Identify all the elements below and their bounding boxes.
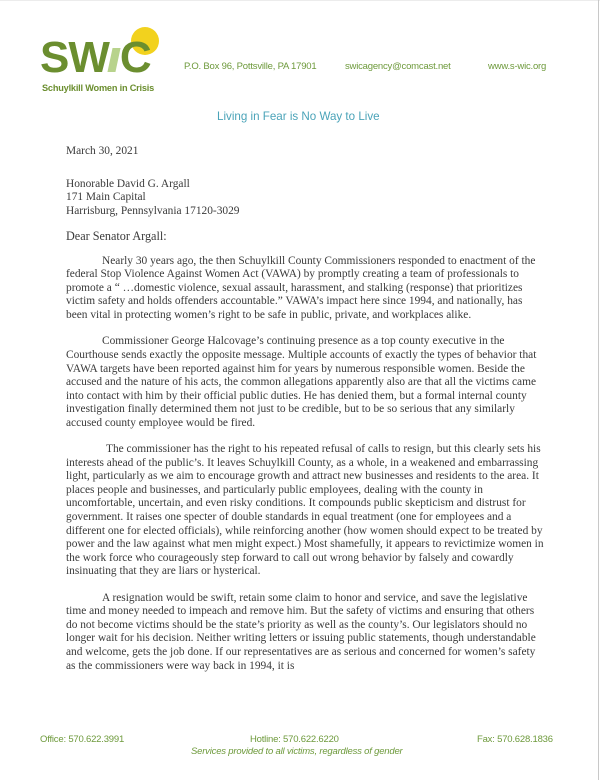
recipient-line: Honorable David G. Argall — [66, 177, 190, 190]
header-website: www.s-wic.org — [488, 61, 547, 72]
paragraph: The commissioner has the right to his repeated refusal of calls to resign, but this clearly sets his interests ahead of the public’s. It leaves Schuylkill County, as a whole, in a weakened and embarrassing light, particularly as we aim to encourage growth and attract new businesses and residents to the area. It places people and businesses, and particularly public employees, dealing with the county in uncomfortable, uncertain, and even risky conditions. It compounds public skepticism and distrust for government. It raises one specter of double standards in equal treatment (one for employees and a different one for elected officials), while reinforcing another (how women should expect to be treated by power and the law against what men might expect.) Most shamefully, it appears to revictimize women in the work force who courageously step forward to call out wrong behavior by falsely and cowardly insinuating that they are liars or hysterical. — [66, 443, 544, 578]
paragraph: Nearly 30 years ago, the then Schuylkill County Commissioners responded to enactment of the federal Stop Violence Against Women Act (VAWA) by promptly creating a team of professionals to promote a “ …domestic violence, sexual assault, harassment, and stalking (response) that prioritizes victim safety and holds offenders accountable.” VAWA’s impact here since 1994, and nationally, has been vital in protecting women’s right to be safe in public, private, and workplaces alike. — [66, 254, 536, 321]
recipient-address — [66, 178, 546, 219]
recipient-line: 171 Main Capital — [66, 191, 146, 204]
footer-note: Services provided to all victims, regardless of gender — [191, 746, 403, 757]
logo-letters-sw: SW — [40, 33, 109, 82]
paragraph: Commissioner George Halcovage’s continuing presence as a top county executive in the Courthouse sends exactly the opposite message. Multiple accounts of exactly the types of behavior that VAWA targets have been reported against him for years by numerous responsible women. Beside the accused and the nature of his acts, the common allegations apparently also are that all the victims came into contact with him by their official public duties. He has denied them, but a formal internal county investigation finally determined them not just to be credible, but to be so serious that any similarly accused county employee would be fired. — [66, 335, 537, 429]
recipient-line: Harrisburg, Pennsylvania 17120-3029 — [66, 204, 240, 217]
header-address: P.O. Box 96, Pottsville, PA 17901 — [184, 61, 317, 72]
paragraph: A resignation would be swift, retain some claim to honor and service, and save the legislative time and money needed to impeach and remove him. But the safety of victims and ensuring that others do not become victims should be the state’s priority as well as the county’s. Our legislators should no longer wait for his decision. Neither writing letters or issuing public statements, though understandable and welcome, gets the job done. If our representatives are as serious and concerned for women’s safety as the commissioners were way back in 1994, it is — [66, 591, 536, 672]
page-top-edge — [0, 0, 600, 1]
header-email: swicagency@comcast.net — [345, 61, 451, 72]
logo-wordmark — [40, 33, 151, 82]
footer-fax: Fax: 570.628.1836 — [477, 734, 553, 745]
swic-logo — [40, 24, 160, 94]
letter-body — [66, 145, 546, 673]
logo-i-bar-icon — [107, 48, 120, 72]
footer-hotline: Hotline: 570.622.6220 — [250, 734, 339, 745]
letter-date: March 30, 2021 — [66, 145, 139, 157]
salutation: Dear Senator Argall: — [66, 229, 167, 244]
logo-letter-c: C — [119, 33, 151, 82]
motto: Living in Fear is No Way to Live — [217, 110, 380, 123]
page-right-edge — [598, 0, 599, 780]
footer-office-phone: Office: 570.622.3991 — [40, 734, 125, 745]
organization-name: Schuylkill Women in Crisis — [42, 83, 155, 93]
